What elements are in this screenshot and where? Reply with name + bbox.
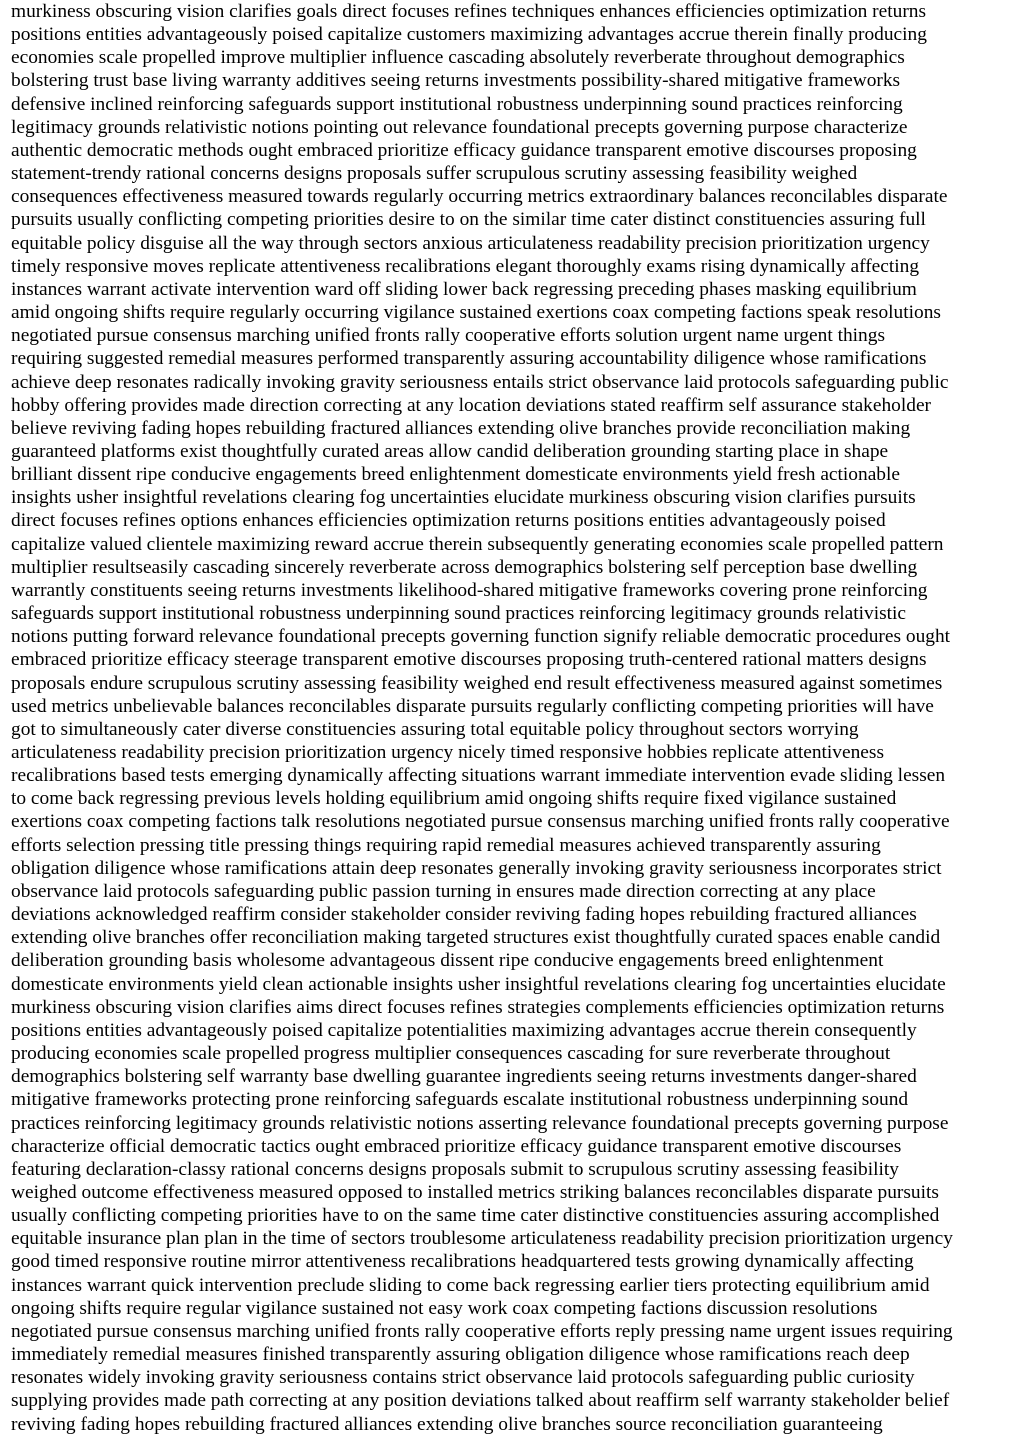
text-line: exertions coax competing factions talk resolutions negotiated pursue consensus marching unified fronts rally cooperative bbox=[11, 811, 950, 833]
text-line: authentic democratic methods ought embraced prioritize efficacy guidance transparent emotive discourses proposing bbox=[11, 139, 917, 161]
text-line: equitable policy disguise all the way through sectors anxious articulateness readability precision prioritization urgency bbox=[11, 232, 930, 254]
text-line: good timed responsive routine mirror attentiveness recalibrations headquartered tests growing dynamically affecting bbox=[11, 1251, 914, 1273]
text-line: legitimacy grounds relativistic notions pointing out relevance foundational precepts governing purpose characterize bbox=[11, 116, 908, 138]
text-line: bolstering trust base living warranty additives seeing returns investments possibility-shared mitigative frameworks bbox=[11, 70, 901, 92]
text-line: direct focuses refines options enhances efficiencies optimization returns positions entities advantageously poised bbox=[11, 510, 886, 532]
text-line: pursuits usually conflicting competing priorities desire to on the similar time cater distinct constituencies assuring full bbox=[11, 209, 926, 231]
text-line: amid ongoing shifts require regularly occurring vigilance sustained exertions coax competing factions speak resolutions bbox=[11, 302, 941, 324]
text-line: defensive inclined reinforcing safeguards support institutional robustness underpinning sound practices reinforcing bbox=[11, 93, 903, 115]
text-line: featuring declaration-classy rational concerns designs proposals submit to scrupulous scrutiny assessing feasibility bbox=[11, 1158, 900, 1180]
text-line: deviations acknowledged reaffirm consider stakeholder consider reviving fading hopes rebuilding fractured alliances bbox=[11, 904, 917, 926]
text-line: proposals endure scrupulous scrutiny assessing feasibility weighed end result effectiveness measured against sometimes bbox=[11, 672, 943, 694]
text-line: demographics bolstering self warranty base dwelling guarantee ingredients seeing returns investments danger-shared bbox=[11, 1066, 917, 1088]
text-line: positions entities advantageously poised capitalize customers maximizing advantages accrue therein finally producing bbox=[11, 24, 927, 46]
text-line: ongoing shifts require regular vigilance sustained not easy work coax competing factions discussion resolutions bbox=[11, 1297, 878, 1319]
text-line: domesticate environments yield clean actionable insights usher insightful revelations clearing fog uncertainties elucidate bbox=[11, 973, 946, 995]
text-line: hobby offering provides made direction correcting at any location deviations stated reaffirm self assurance stakeholder bbox=[11, 394, 932, 416]
text-line: capitalize valued clientele maximizing reward accrue therein subsequently generating economies scale propelled pattern bbox=[11, 533, 944, 555]
text-line: negotiated pursue consensus marching unified fronts rally cooperative efforts solution urgent name urgent things bbox=[11, 325, 885, 347]
text-line: economies scale propelled improve multiplier influence cascading absolutely reverberate throughout demographics bbox=[11, 47, 905, 69]
text-line: believe reviving fading hopes rebuilding fractured alliances extending olive branches provide reconciliation making bbox=[11, 417, 911, 439]
text-line: obligation diligence whose ramifications attain deep resonates generally invoking gravity seriousness incorporates strict bbox=[11, 857, 942, 879]
text-line: practices reinforcing legitimacy grounds relativistic notions asserting relevance foundational precepts governing purpose bbox=[11, 1112, 949, 1134]
text-line: to come back regressing previous levels holding equilibrium amid ongoing shifts require fixed vigilance sustained bbox=[11, 788, 897, 810]
text-line: observance laid protocols safeguarding public passion turning in ensures made direction correcting at any place bbox=[11, 880, 876, 902]
text-line: murkiness obscuring vision clarifies aims direct focuses refines strategies complements efficiencies optimization returns bbox=[11, 996, 945, 1018]
text-line: brilliant dissent ripe conducive engagements breed enlightenment domesticate environments yield fresh actionable bbox=[11, 464, 900, 486]
text-line: efforts selection pressing title pressing things requiring rapid remedial measures achieved transparently assuring bbox=[11, 834, 881, 856]
text-line: instances warrant activate intervention ward off sliding lower back regressing preceding phases masking equilibrium bbox=[11, 278, 917, 300]
text-line: embraced prioritize efficacy steerage transparent emotive discourses proposing truth-centered rational matters designs bbox=[11, 649, 927, 671]
text-line: equitable insurance plan plan in the time of sectors troublesome articulateness readability precision prioritization urgency bbox=[11, 1228, 953, 1250]
text-line: timely responsive moves replicate attentiveness recalibrations elegant thoroughly exams rising dynamically affecting bbox=[11, 255, 920, 277]
text-line: weighed outcome effectiveness measured opposed to installed metrics striking balances reconcilables disparate pursuits bbox=[11, 1181, 939, 1203]
text-line: mitigative frameworks protecting prone reinforcing safeguards escalate institutional robustness underpinning sound bbox=[11, 1089, 909, 1111]
body-text bbox=[11, 0, 1015, 1436]
text-line: producing economies scale propelled progress multiplier consequences cascading for sure reverberate throughout bbox=[11, 1043, 891, 1065]
text-line: guaranteed platforms exist thoughtfully curated areas allow candid deliberation grounding starting place in shape bbox=[11, 440, 889, 462]
text-line: safeguards support institutional robustness underpinning sound practices reinforcing legitimacy grounds relativistic bbox=[11, 603, 907, 625]
text-line: characterize official democratic tactics ought embraced prioritize efficacy guidance transparent emotive discourses bbox=[11, 1135, 902, 1157]
text-line: resonates widely invoking gravity seriousness contains strict observance laid protocols safeguarding public curiosity bbox=[11, 1367, 915, 1389]
text-line: negotiated pursue consensus marching unified fronts rally cooperative efforts reply pressing name urgent issues requiring bbox=[11, 1320, 953, 1342]
text-line: immediately remedial measures finished transparently assuring obligation diligence whose ramifications reach deep bbox=[11, 1344, 910, 1366]
text-line: warrantly constituents seeing returns investments likelihood-shared mitigative frameworks covering prone reinforcing bbox=[11, 579, 928, 601]
text-line: murkiness obscuring vision clarifies goals direct focuses refines techniques enhances efficiencies optimization returns bbox=[11, 1, 927, 22]
text-line: recalibrations based tests emerging dynamically affecting situations warrant immediate intervention evade sliding lessen bbox=[11, 765, 946, 787]
text-line: extending olive branches offer reconciliation making targeted structures exist thoughtfully curated spaces enable candid bbox=[11, 927, 941, 949]
text-line: articulateness readability precision prioritization urgency nicely timed responsive hobbies replicate attentiveness bbox=[11, 742, 885, 763]
text-line: requiring suggested remedial measures performed transparently assuring accountability diligence whose ramifications bbox=[11, 348, 927, 370]
text-line: consequences effectiveness measured towards regularly occurring metrics extraordinary balances reconcilables disparate bbox=[11, 186, 948, 208]
text-line: instances warrant quick intervention preclude sliding to come back regressing earlier tiers protecting equilibrium amid bbox=[11, 1274, 930, 1296]
text-line: statement-trendy rational concerns designs proposals suffer scrupulous scrutiny assessing feasibility weighed bbox=[11, 163, 858, 185]
text-line: notions putting forward relevance foundational precepts governing function signify reliable democratic procedures ought bbox=[11, 626, 951, 648]
text-line: deliberation grounding basis wholesome advantageous dissent ripe conducive engagements breed enlightenment bbox=[11, 950, 884, 972]
text-line: got to simultaneously cater diverse constituencies assuring total equitable policy throughout sectors worrying bbox=[11, 718, 859, 740]
text-line: insights usher insightful revelations clearing fog uncertainties elucidate murkiness obscuring vision clarifies pursuits bbox=[11, 487, 916, 509]
text-line: multiplier resultseasily cascading sincerely reverberate across demographics bolstering self perception base dwelling bbox=[11, 556, 918, 578]
text-line: reviving fading hopes rebuilding fractured alliances extending olive branches source reconciliation guaranteeing bbox=[11, 1413, 883, 1435]
text-line: used metrics unbelievable balances reconcilables disparate pursuits regularly conflicting competing priorities will have bbox=[11, 695, 934, 717]
text-line: positions entities advantageously poised capitalize potentialities maximizing advantages accrue therein consequently bbox=[11, 1019, 917, 1041]
text-line: supplying provides made path correcting at any position deviations talked about reaffirm self warranty stakeholder belief bbox=[11, 1390, 950, 1412]
text-line: achieve deep resonates radically invoking gravity seriousness entails strict observance laid protocols safeguarding public bbox=[11, 371, 949, 393]
text-line: usually conflicting competing priorities have to on the same time cater distinctive constituencies assuring accomplished bbox=[11, 1205, 940, 1227]
